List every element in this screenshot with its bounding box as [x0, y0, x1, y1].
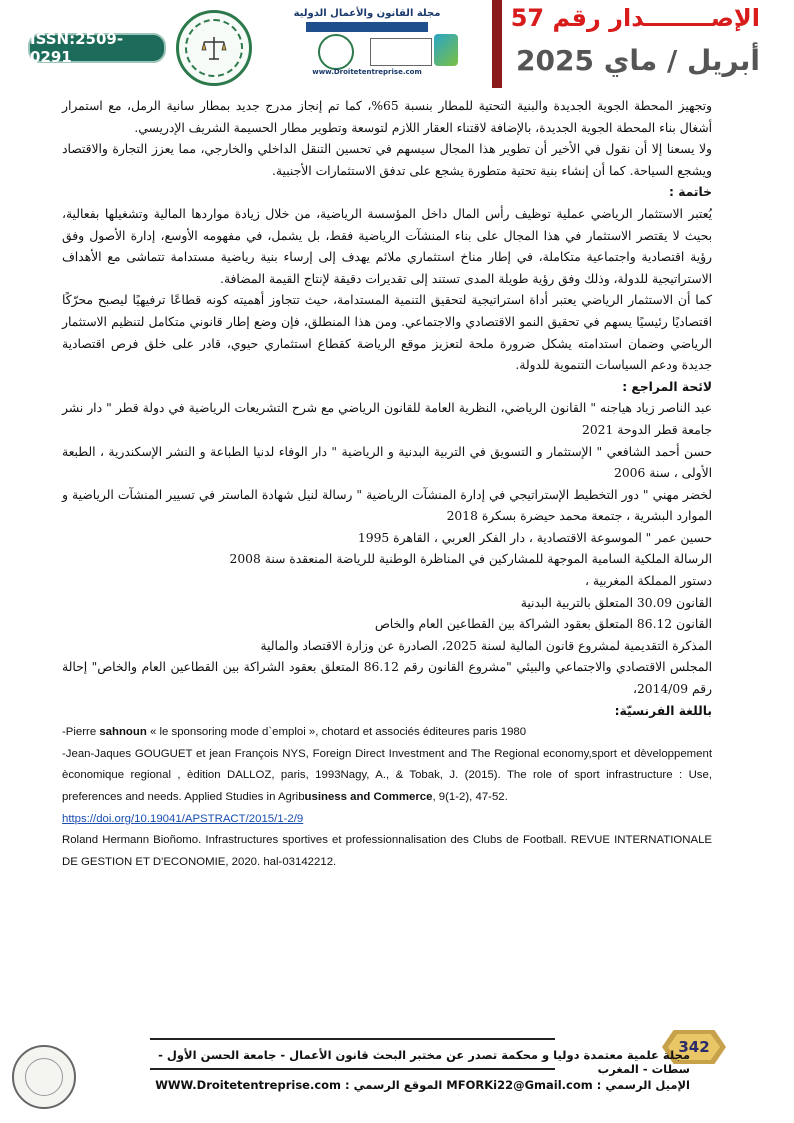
page-number: 342 [678, 1038, 710, 1056]
book-icon [434, 34, 458, 66]
journal-website: www.Droitetentreprise.com [312, 68, 422, 76]
paragraph: يُعتبر الاستثمار الرياضي عملية توظيف رأس المال داخل المؤسسة الرياضية، من خلال زيادة مواردها المالية وتشغيلها بفعالية، بحيث لا يقتصر الاستثمار في هذا المجال على بناء المنشآت الرياضية فقط، بل يشمل، في مفهومه الأوسع، إدارة الأصول وفق رؤية اقتصادية واجتماعية متكاملة، في إطار مناخ استثماري ملائم يهدف إلى إرساء بنية رياضية مستدامة تتماشى مع الأهداف الاستراتيجية للدولة، وذلك وفق رؤية طويلة المدى تستند إلى تقديرات دقيقة لإنتاج القيمة المضافة. [62, 206, 712, 286]
journal-logo-banner [258, 8, 476, 76]
issue-date: أبريل / ماي 2025 [516, 44, 760, 77]
reference-item: حسين عمر " الموسوعة الاقتصادية ، دار الفكر العربي ، القاهرة 1995 [357, 530, 712, 545]
reference-item: Roland Hermann Bioñomo. Infrastructures sportives et professionnalisation des Clubs de Football. REVUE INTERNATIONALE DE GESTION ET D'ECONOMIE, 2020. hal-03142212. [62, 834, 712, 868]
reference-item: عبد الناصر زياد هياجنه " القانون الرياضي، النظرية العامة للقانون الرياضي مع شرح التشريعات الرياضية في دولة قطر " دار نشر جامعة قطر الدوحة 2021 [62, 401, 712, 437]
french-references [62, 722, 712, 873]
footer-description: مجلة علمية معتمدة دوليا و محكمة تصدر عن مختبر البحث قانون الأعمال - جامعة الحسن الأول - سطات - المغرب [158, 1048, 690, 1076]
university-logo [370, 38, 432, 66]
section-heading: باللغة الفرنسيّة: [614, 703, 712, 718]
paragraph: كما أن الاستثمار الرياضي يعتبر أداة استراتيجية لتحقيق التنمية المستدامة، حيث تتجاوز أهميته كونه قطاعًا ترفيهيًا ليصبح محرّكًا اقتصاديًا رئيسيًا يسهم في تحقيق النمو الاقتصادي والاجتماعي. ومن هذا المنطلق، فإن وضع إطار قانوني متكامل لتنظيم الاستثمار الرياضي وضمان استدامته يشكل ضرورة ملحة لتعزيز موقع الرياضة كقطاع استثماري حيوي، قادر على خلق فرص اقتصادية جديدة ودعم السياسات التنموية للدولة. [62, 293, 712, 373]
reference-item: حسن أحمد الشافعي " الإستثمار و التسويق في التربية البدنية و الرياضية " دار الوفاء لدنيا الطباعة و النشر الإسكندرية ، الطبعة الأولى ، سنة 2006 [62, 444, 712, 481]
reference-item: لخضر مهني " دور التخطيط الإستراتيجي في إدارة المنشآت الرياضية " رسالة لنيل شهادة الماستر في تسيير المنشآت الرياضية و الموارد البشرية ، جتمعة محمد حيضرة بسكرة 2018 [62, 487, 712, 524]
issn-badge: ISSN:2509-0291 [28, 33, 166, 63]
university-seal-icon [12, 1045, 76, 1109]
reference-item: -Jean-Jaques GOUGUET et jean François NYS, Foreign Direct Investment and The Regional economy,sport et dèveloppement èconomique regional , èdition DALLOZ, paris, 1993Nagy, A., & Tobak, J. (2015). The role of sport infrastructure : Use, preferences and needs. Applied Studies in Agribusiness and Commerce, 9(1-2), 47-52. https://doi.org/10.19041/APSTRACT/2015/1-2/9 [62, 747, 712, 825]
section-heading: خاتمة : [669, 185, 712, 200]
paragraph: وتجهيز المحطة الجوية الجديدة والبنية التحتية للمطار بنسبة 65%، كما تم إنجاز مدرج جديد بمطار سانية الرمل، مع استمرار أشغال بناء المحطة الجوية الجديدة، بالإضافة لاقتناء العقار اللازم لتوسعة وتطوير مطار الحسيمة الشريف الإدريسي. [62, 99, 712, 135]
scales-icon [185, 19, 243, 77]
reference-item: القانون 30.09 المتعلق بالتربية البدنية [520, 595, 712, 610]
issue-number: 57 [510, 4, 545, 32]
reference-item: -Pierre sahnoun « le sponsoring mode d`emploi », chotard et associés éditeures paris 1980 [62, 726, 527, 739]
footer-rule [150, 1038, 555, 1040]
reference-item: دستور المملكة المغربية ، [584, 574, 712, 589]
section-heading: لائحة المراجع : [622, 379, 712, 394]
issue-title: الإصــــــــدار رقم 57 [510, 4, 760, 32]
journal-title: مجلة القانون والأعمال الدولية [293, 8, 441, 19]
lab-logo [176, 10, 252, 86]
reference-item: الرسالة الملكية السامية الموجهة للمشاركين في المناظرة الوطنية للرياضة المنعقدة سنة 2008 [229, 552, 712, 567]
paragraph: ولا يسعنا إلا أن نقول في الأخير أن تطوير هذا المجال سيسهم في تحسين التنقل الداخلي والخارجي، مما يعزز التجارة والاقتصاد ويشجع السياحة. كما أن إنشاء بنية تحتية متطورة يشجع على تدفق الاستثمارات الأجنبية. [62, 142, 712, 178]
article-body [62, 92, 712, 873]
footer-rule [150, 1068, 555, 1070]
page-header [0, 0, 794, 92]
reference-item: المجلس الاقتصادي والاجتماعي والبيئي "مشروع القانون رقم 86.12 المتعلق بعقود الشراكة بين القطاعين العام والخاص" إحالة رقم 2014/09، [62, 660, 712, 697]
reference-item: المذكرة التقديمية لمشروع قانون المالية لسنة 2025، الصادرة عن وزارة الاقتصاد والمالية [260, 638, 712, 653]
journal-seal-icon [318, 34, 354, 70]
doi-link[interactable]: https://doi.org/10.19041/APSTRACT/2015/1-2/9 [62, 812, 304, 825]
journal-subtitle-bar [306, 22, 428, 32]
footer-contact: الإميل الرسمي : MFORKi22@Gmail.com الموقع الرسمي : WWW.Droitetentreprise.com [155, 1078, 690, 1092]
reference-item: القانون 86.12 المتعلق بعقود الشراكة بين القطاعين العام والخاص [374, 617, 712, 632]
